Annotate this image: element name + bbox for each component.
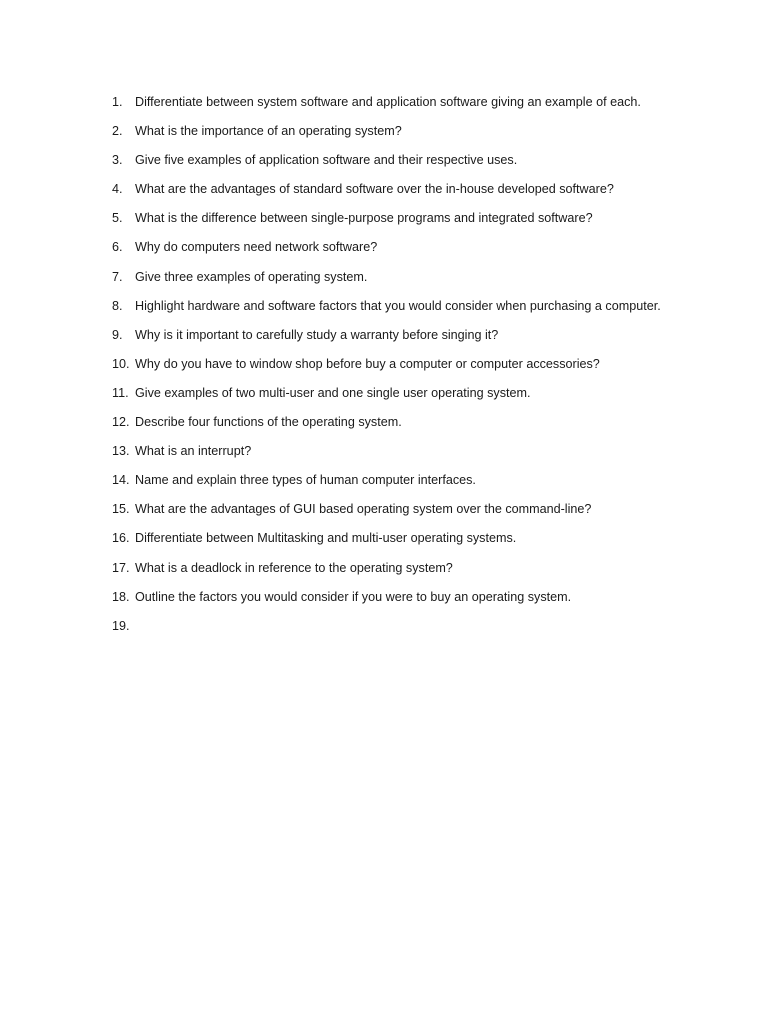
question-item — [0, 354, 768, 383]
question-text: What is the difference between single-purpose programs and integrated software? — [135, 211, 593, 226]
question-number: 6. — [112, 240, 123, 255]
question-text: Give examples of two multi-user and one single user operating system. — [135, 385, 531, 400]
question-text: What is an interrupt? — [135, 444, 252, 459]
question-number: 12. — [112, 415, 130, 430]
question-text: What is a deadlock in reference to the operating system? — [135, 560, 453, 575]
question-text: What are the advantages of standard software over the in-house developed software? — [135, 182, 614, 197]
question-item — [0, 587, 768, 616]
question-number: 5. — [112, 211, 123, 226]
question-item — [0, 267, 768, 296]
question-item — [0, 558, 768, 587]
question-item — [0, 325, 768, 354]
question-number: 7. — [112, 269, 123, 284]
question-text: Outline the factors you would consider if you were to buy an operating system. — [135, 589, 572, 604]
question-item — [0, 528, 768, 557]
question-text: Give five examples of application software and their respective uses. — [135, 153, 518, 168]
question-number: 8. — [112, 298, 123, 313]
question-item — [0, 208, 768, 237]
question-item — [0, 441, 768, 470]
question-number: 11. — [112, 385, 129, 400]
question-item — [0, 92, 768, 121]
question-number: 2. — [112, 124, 123, 139]
question-item — [0, 296, 768, 325]
question-item — [0, 499, 768, 528]
question-number: 15. — [112, 502, 130, 517]
question-text: Why do you have to window shop before buy a computer or computer accessories? — [135, 356, 600, 371]
question-text: What are the advantages of GUI based operating system over the command-line? — [135, 502, 592, 517]
question-item — [0, 383, 768, 412]
question-text: Why is it important to carefully study a warranty before singing it? — [135, 327, 499, 342]
question-number: 17. — [112, 560, 130, 575]
question-number: 18. — [112, 589, 130, 604]
question-number: 13. — [112, 444, 130, 459]
question-item — [0, 179, 768, 208]
question-item — [0, 237, 768, 266]
question-text: Give three examples of operating system. — [135, 269, 368, 284]
question-number: 19. — [112, 618, 130, 633]
question-number: 10. — [112, 356, 130, 371]
question-item — [0, 412, 768, 441]
question-text: Highlight hardware and software factors that you would consider when purchasing a computer. — [135, 298, 661, 313]
question-item — [0, 121, 768, 150]
question-text: Name and explain three types of human computer interfaces. — [135, 473, 476, 488]
question-number: 9. — [112, 327, 123, 342]
question-item — [0, 470, 768, 499]
question-text: Differentiate between system software and application software giving an example of each. — [135, 95, 641, 109]
question-number: 16. — [112, 531, 130, 546]
question-number: 14. — [112, 473, 130, 488]
question-text: Why do computers need network software? — [135, 240, 378, 255]
question-text: What is the importance of an operating system? — [135, 124, 402, 139]
question-number: 1. — [112, 95, 123, 109]
question-item — [0, 150, 768, 179]
question-list — [0, 92, 768, 645]
question-number: 4. — [112, 182, 123, 197]
question-item — [0, 616, 768, 645]
question-number: 3. — [112, 153, 123, 168]
question-text: Describe four functions of the operating system. — [135, 415, 402, 430]
question-text: Differentiate between Multitasking and multi-user operating systems. — [135, 531, 517, 546]
